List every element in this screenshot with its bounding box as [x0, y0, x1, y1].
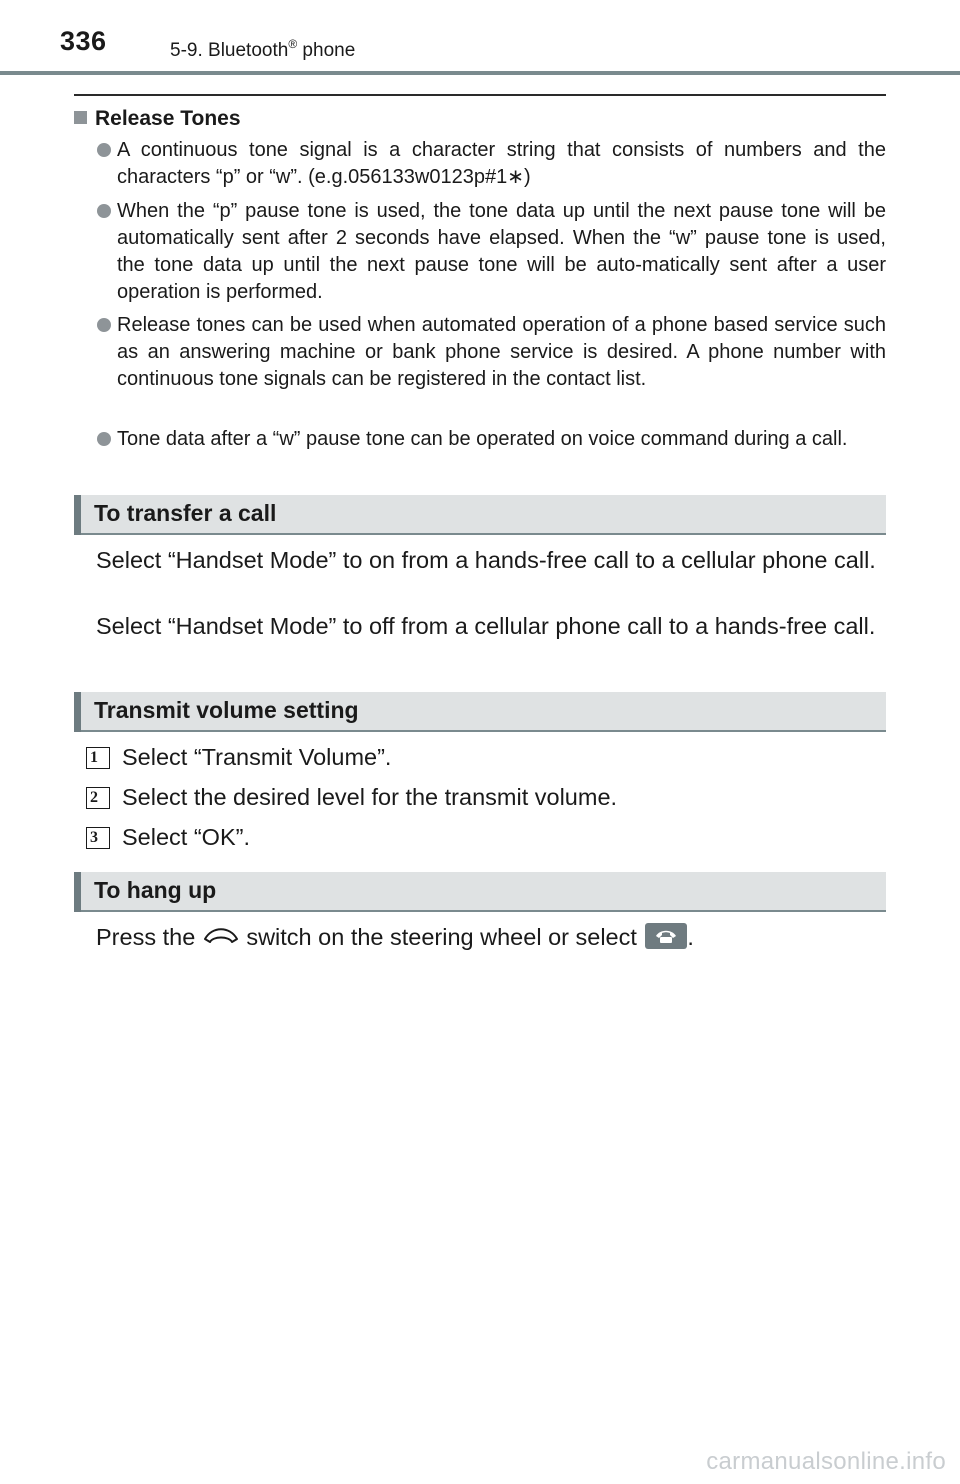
phone-hang-up-button-icon: [645, 923, 687, 949]
transfer-paragraph-2: Select “Handset Mode” to off from a cellular phone call to a hands-free call.: [96, 613, 876, 639]
release-tones-title: Release Tones: [95, 107, 241, 130]
section-bar-transfer: [74, 495, 886, 535]
section-accent: [74, 872, 81, 912]
list-item-text: A continuous tone signal is a character string that consists of numbers and the characters “p” or “w”. (e.g.056133w0123p#1∗): [117, 139, 886, 188]
hangup-text-middle: switch on the steering wheel or select: [239, 924, 644, 950]
step-text: Select the desired level for the transmit volume.: [122, 784, 618, 810]
hangup-instruction: [96, 921, 694, 955]
step-text: Select “OK”.: [122, 824, 250, 850]
section-reference: [170, 37, 355, 62]
circle-bullet-icon: [97, 432, 111, 446]
section-accent: [74, 692, 81, 732]
section-ref-text: 5-9. Bluetooth: [170, 40, 289, 61]
list-item-text: When the “p” pause tone is used, the tone data up until the next pause tone will be automatically sent after 2 seconds have elapsed. When the “w” pause tone is used, the tone data up until the next pause tone will be auto-matically sent after a user operation is performed.: [117, 200, 886, 303]
list-item: [97, 137, 886, 191]
section-bar-hangup: [74, 872, 886, 912]
section-title: To hang up: [94, 877, 217, 903]
step-number-badge: 2: [86, 787, 110, 809]
page-number: 336: [60, 26, 107, 56]
header-rule: [0, 71, 960, 75]
release-tones-heading: [74, 107, 241, 131]
list-item: [97, 312, 886, 393]
list-item: [97, 426, 886, 453]
section-divider: [74, 94, 886, 96]
page-header: [0, 0, 960, 78]
circle-bullet-icon: [97, 143, 111, 157]
list-item-text: Tone data after a “w” pause tone can be operated on voice command during a call.: [117, 428, 848, 450]
step-number-badge: 1: [86, 747, 110, 769]
hang-up-switch-icon: [202, 922, 240, 955]
section-title: To transfer a call: [94, 500, 277, 526]
step-text: Select “Transmit Volume”.: [122, 744, 392, 770]
list-item: [97, 198, 886, 306]
hangup-text-before: Press the: [96, 924, 202, 950]
hangup-text-after: .: [687, 924, 694, 950]
circle-bullet-icon: [97, 318, 111, 332]
square-bullet-icon: [74, 111, 87, 124]
list-item-text: Release tones can be used when automated operation of a phone based service such as an answering machine or bank phone service is desired. A phone number with continuous tone signals can be registered in the contact list.: [117, 314, 886, 390]
registered-mark: ®: [288, 37, 298, 51]
transfer-paragraph-1: Select “Handset Mode” to on from a hands-free call to a cellular phone call.: [96, 547, 876, 573]
circle-bullet-icon: [97, 204, 111, 218]
watermark: carmanualsonline.info: [706, 1448, 946, 1475]
step-number-badge: 3: [86, 827, 110, 849]
section-bar-transmit: [74, 692, 886, 732]
section-title: Transmit volume setting: [94, 697, 359, 723]
section-accent: [74, 495, 81, 535]
section-ref-tail: phone: [297, 40, 356, 61]
